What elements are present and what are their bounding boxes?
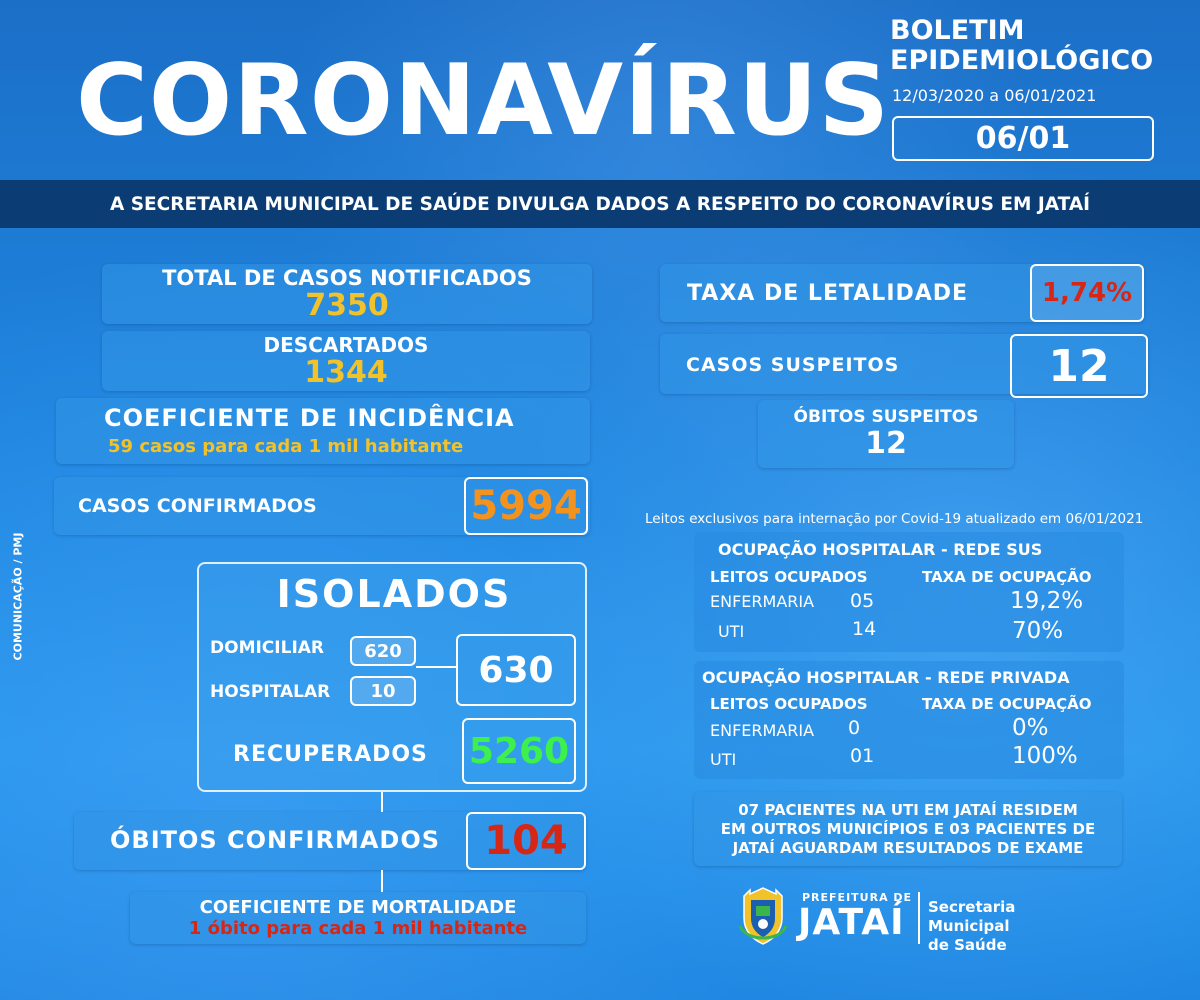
private-row2-beds: 01 (850, 745, 875, 767)
discarded-value: 1344 (304, 354, 388, 390)
period-text: 12/03/2020 a 06/01/2021 (892, 86, 1097, 105)
incidence-panel (56, 398, 590, 464)
isolated-panel (197, 562, 587, 792)
sus-title: OCUPAÇÃO HOSPITALAR - REDE SUS (718, 540, 1043, 559)
sus-row2-rate: 70% (1012, 618, 1064, 644)
deaths-label: ÓBITOS CONFIRMADOS (110, 826, 441, 854)
sus-row1-beds: 05 (850, 590, 875, 612)
credit-text: COMUNICAÇÃO / PMJ (11, 532, 25, 661)
hospital-value: 10 (350, 676, 416, 706)
city-logo (736, 886, 1096, 956)
confirmed-value: 5994 (464, 477, 588, 535)
private-row2-label: UTI (710, 750, 737, 769)
logo-city: JATAÍ (798, 902, 905, 943)
main-title: CORONAVÍRUS (76, 44, 891, 158)
private-occupancy-panel (694, 661, 1124, 779)
sus-col-rate: TAXA DE OCUPAÇÃO (922, 568, 1092, 586)
deaths-value: 104 (466, 812, 586, 870)
sus-occupancy-panel (694, 532, 1124, 652)
incidence-label: COEFICIENTE DE INCIDÊNCIA (104, 404, 515, 432)
deaths-panel (74, 812, 586, 870)
isolated-title: ISOLADOS (276, 572, 512, 616)
recovered-label: RECUPERADOS (233, 742, 428, 767)
incidence-sub: 59 casos para cada 1 mil habitante (108, 436, 464, 457)
home-value: 620 (350, 636, 416, 666)
home-label: DOMICILIAR (210, 638, 325, 658)
connector-line (381, 792, 383, 812)
mortality-panel (130, 892, 586, 944)
suspected-value: 12 (1010, 334, 1148, 398)
sus-row2-label: UTI (718, 622, 745, 641)
private-row1-beds: 0 (848, 717, 861, 739)
lethality-label: TAXA DE LETALIDADE (687, 281, 969, 306)
sus-col-beds: LEITOS OCUPADOS (710, 568, 868, 586)
suspected-panel (660, 334, 1148, 394)
private-row1-rate: 0% (1012, 715, 1049, 741)
mortality-sub: 1 óbito para cada 1 mil habitante (188, 918, 528, 939)
private-col-beds: LEITOS OCUPADOS (710, 695, 868, 713)
uti-note-line2: EM OUTROS MUNICÍPIOS E 03 PACIENTES DE (720, 819, 1096, 838)
city-crest-icon (736, 886, 790, 946)
total-notified-panel (102, 264, 592, 324)
sus-row1-rate: 19,2% (1010, 588, 1084, 614)
total-notified-label: TOTAL DE CASOS NOTIFICADOS (162, 265, 532, 290)
connector-line (416, 666, 456, 668)
confirmed-panel (54, 477, 590, 535)
bulletin-title (890, 16, 1153, 76)
total-notified-value: 7350 (305, 287, 389, 323)
logo-prefix: PREFEITURA DE (802, 891, 913, 904)
uti-note-panel (694, 792, 1122, 866)
logo-department (928, 898, 1096, 955)
discarded-label: DESCARTADOS (263, 332, 429, 357)
private-row1-label: ENFERMARIA (710, 721, 815, 740)
date-badge: 06/01 (892, 116, 1154, 161)
isolated-total-value: 630 (456, 634, 576, 706)
suspected-deaths-label: ÓBITOS SUSPEITOS (793, 407, 979, 427)
uti-note-line1: 07 PACIENTES NA UTI EM JATAÍ RESIDEM (738, 800, 1078, 819)
sus-row1-label: ENFERMARIA (710, 592, 815, 611)
private-col-rate: TAXA DE OCUPAÇÃO (922, 695, 1092, 713)
logo-dept-line2: de Saúde (928, 936, 1007, 954)
logo-divider (918, 892, 920, 944)
sus-row2-beds: 14 (852, 618, 877, 640)
lethality-panel (660, 264, 1144, 322)
suspected-deaths-value: 12 (865, 426, 907, 461)
private-title: OCUPAÇÃO HOSPITALAR - REDE PRIVADA (702, 668, 1070, 687)
confirmed-label: CASOS CONFIRMADOS (78, 495, 317, 517)
suspected-deaths-panel (758, 400, 1014, 468)
hospital-label: HOSPITALAR (210, 682, 331, 702)
mortality-label: COEFICIENTE DE MORTALIDADE (199, 897, 517, 918)
logo-dept-line1: Secretaria Municipal (928, 898, 1016, 935)
suspected-label: CASOS SUSPEITOS (686, 354, 900, 376)
beds-note: Leitos exclusivos para internação por Covid-19 atualizado em 06/01/2021 (645, 511, 1144, 527)
lethality-value: 1,74% (1030, 264, 1144, 322)
subtitle-banner: A SECRETARIA MUNICIPAL DE SAÚDE DIVULGA DADOS A RESPEITO DO CORONAVÍRUS EM JATAÍ (0, 180, 1200, 228)
uti-note-line3: JATAÍ AGUARDAM RESULTADOS DE EXAME (732, 838, 1084, 857)
bulletin-line2: EPIDEMIOLÓGICO (890, 45, 1154, 76)
bulletin-line1: BOLETIM (890, 15, 1025, 46)
connector-line (381, 870, 383, 892)
private-row2-rate: 100% (1012, 743, 1078, 769)
recovered-value: 5260 (462, 718, 576, 784)
discarded-panel (102, 331, 590, 391)
